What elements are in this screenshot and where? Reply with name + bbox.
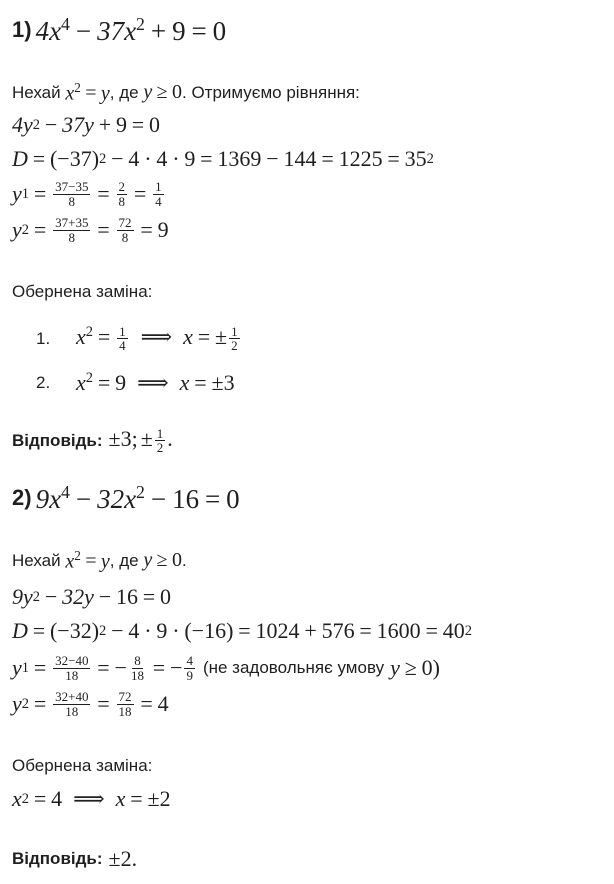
problem-1-substitution: Нехай $x^2 = y$ , де y ≥ 0 . Отримуємо рівняння: (12, 80, 360, 105)
problem-1-answer: Відповідь: ±3; ± $\frac{1}{2}$ . (12, 425, 173, 456)
problem-2-root-y1: y 1 = $\frac{32-40}{18}$ = − $\frac{8}{18}$ = − $\frac{4}{9}$ (не задовольняє умову y ≥ 0) (12, 653, 440, 683)
problem-2-case: x 2 = 4 ⟹ x = ±2 (12, 786, 171, 811)
problem-2-substitution: Нехай $x^2 = y$ , де y ≥ 0 . (12, 548, 187, 573)
problem-1-discriminant: D = (−37) 2 − 4 · 4 · 9 = 1369 − 144 = 1225 = 35 2 (12, 146, 434, 171)
problem-1-quadratic: 4y 2 − 37y + 9 = 0 (12, 112, 161, 137)
problem-1-equation: $4x^4 - 37x^2 + 9 = 0$ (35, 14, 227, 46)
problem-1-root-y2: y 2 = $\frac{37+35}{8}$ = $\frac{72}{8}$ = 9 (12, 215, 169, 245)
problem-1-root-y1: y 1 = $\frac{37-35}{8}$ = $\frac{2}{8}$ = $\frac{1}{4}$ (12, 179, 162, 209)
problem-1-heading (12, 14, 226, 47)
problem-1-number: 1) (12, 17, 32, 43)
problem-2-answer: Відповідь: ±2. (12, 846, 138, 871)
problem-1-case-2: 2. $x^2 = 9$ ⟹ x = ±3 (36, 370, 235, 395)
problem-2-quadratic: 9y 2 − 32y − 16 = 0 (12, 584, 172, 609)
problem-2-reverse-label: Обернена заміна: (12, 756, 153, 775)
problem-2-number: 2) (12, 485, 32, 511)
problem-2-heading (12, 482, 240, 515)
problem-1-case-1: 1. $x^2$ = $\frac{1}{4}$ ⟹ x = ± $\frac{1}{2}$ (36, 323, 238, 354)
problem-2-root-y2: y 2 = $\frac{32+40}{18}$ = $\frac{72}{18}$ = 4 (12, 689, 169, 719)
problem-2-equation: $9x^4 - 32x^2 - 16 = 0$ (35, 482, 240, 514)
problem-1-reverse-label: Обернена заміна: (12, 282, 153, 301)
problem-2-discriminant: D = (−32) 2 − 4 · 9 · (−16) = 1024 + 576 = 1600 = 40 2 (12, 618, 472, 643)
